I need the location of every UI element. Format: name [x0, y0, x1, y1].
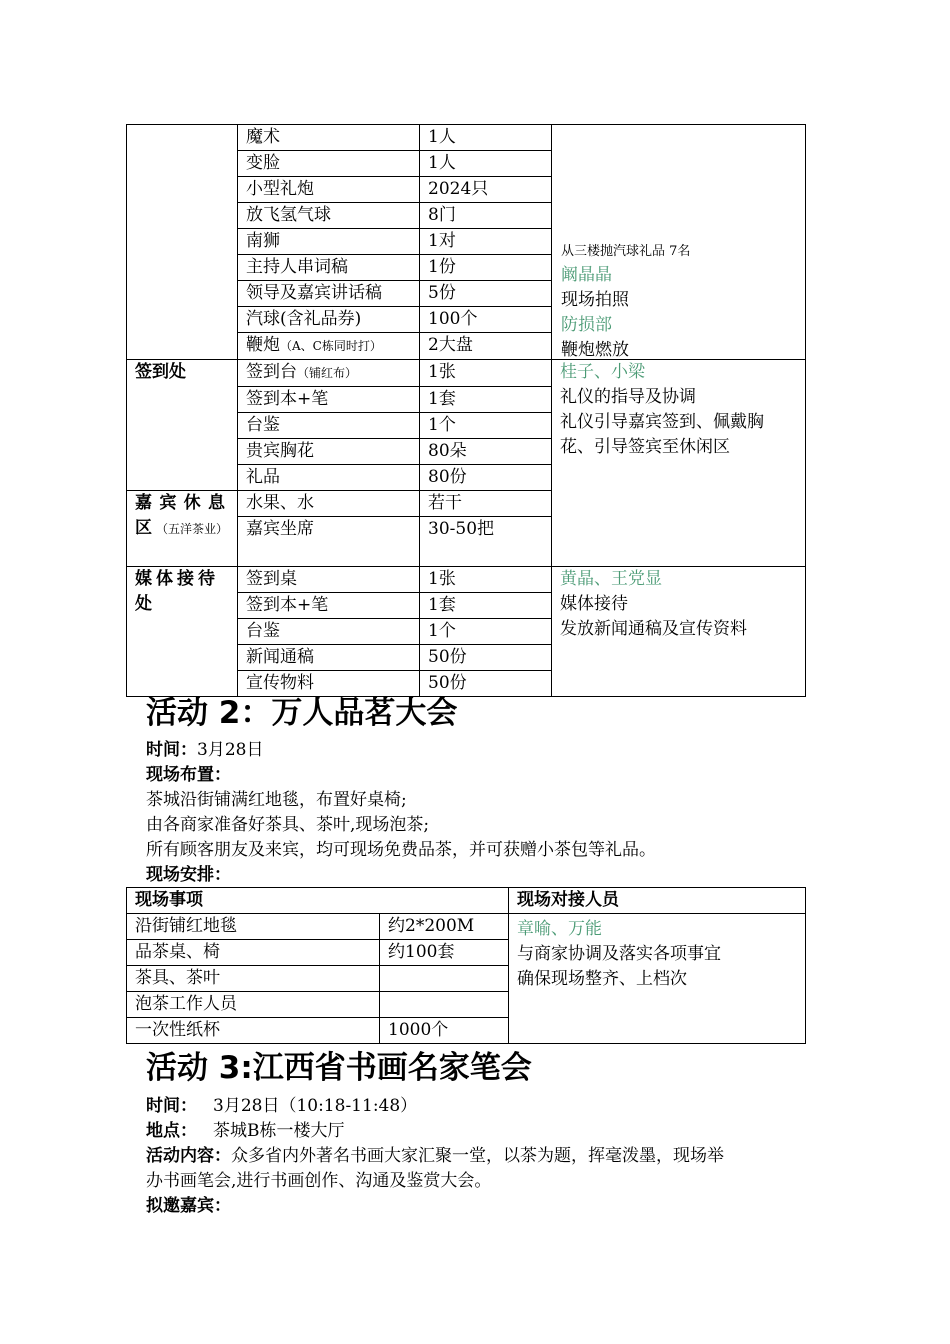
table-row [127, 360, 806, 387]
guests-label: 拟邀嘉宾： [146, 1196, 231, 1216]
qty-cell: 1人 [420, 125, 552, 151]
section-label-media: 媒体接待处 [127, 567, 238, 697]
qty-cell [380, 992, 509, 1018]
contact-names: 章喻、万能 [517, 919, 602, 939]
qty-cell: 100个 [420, 307, 552, 333]
item-cell: 礼品 [238, 465, 420, 491]
qty-cell: 1对 [420, 229, 552, 255]
activity1-table [126, 124, 806, 697]
setup-line: 茶城沿街铺满红地毯，布置好桌椅; [146, 790, 407, 810]
section-label-cell [127, 125, 238, 360]
table-row [127, 125, 806, 151]
activity2-time [146, 738, 263, 763]
time-label: 时间： [146, 740, 197, 760]
qty-cell: 1套 [420, 593, 552, 619]
qty-cell: 约2*200M [380, 914, 509, 940]
qty-cell: 约100套 [380, 940, 509, 966]
notes-line: 花、引导签宾至休闲区 [560, 437, 730, 457]
notes-line: 礼仪引导嘉宾签到、佩戴胸 [560, 412, 764, 432]
setup-label: 现场布置： [146, 765, 231, 785]
item-cell: 小型礼炮 [238, 177, 420, 203]
qty-cell: 1张 [420, 360, 552, 387]
item-cell: 领导及嘉宾讲话稿 [238, 281, 420, 307]
item-cell: 鞭炮（A、C栋同时打） [238, 333, 420, 360]
section-note: （五洋茶业） [156, 522, 229, 536]
section-label-lounge: 嘉宾休息区（五洋茶业） [127, 491, 238, 567]
contact-line: 与商家协调及落实各项事宜 [517, 944, 721, 964]
time-value: 3月28日（10:18-11:48） [213, 1096, 418, 1116]
notes-line: 现场拍照 [561, 290, 629, 310]
setup-line: 由各商家准备好茶具、茶叶,现场泡茶; [146, 815, 430, 835]
item-cell: 新闻通稿 [238, 645, 420, 671]
item-cell: 沿街铺红地毯 [127, 914, 380, 940]
item-cell: 嘉宾坐席 [238, 517, 420, 567]
setup-line: 所有顾客朋友及来宾，均可现场免费品茶，并可获赠小茶包等礼品。 [146, 840, 656, 860]
contact-names: 桂子、小梁 [560, 362, 645, 382]
time-label: 时间： [146, 1096, 197, 1116]
qty-cell: 1份 [420, 255, 552, 281]
qty-cell: 1张 [420, 567, 552, 593]
content-line: 办书画笔会,进行书画创作、沟通及鉴赏大会。 [146, 1171, 492, 1191]
item-cell: 贵宾胸花 [238, 439, 420, 465]
item-cell: 签到桌 [238, 567, 420, 593]
qty-cell: 1个 [420, 619, 552, 645]
item-cell: 宣传物料 [238, 671, 420, 697]
qty-cell: 2大盘 [420, 333, 552, 360]
header-item: 现场事项 [127, 888, 509, 914]
notes-cell [552, 360, 806, 567]
item-cell: 签到本+笔 [238, 593, 420, 619]
contact-names: 阚晶晶 [561, 265, 612, 285]
item-cell: 台鉴 [238, 413, 420, 439]
item-cell: 汽球(含礼品券) [238, 307, 420, 333]
activity3-time [146, 1094, 417, 1119]
item-note: （A、C栋同时打） [280, 339, 382, 353]
notes-line: 发放新闻通稿及宣传资料 [560, 619, 747, 639]
item-cell: 主持人串词稿 [238, 255, 420, 281]
notes-line: 礼仪的指导及协调 [560, 387, 696, 407]
item-note: （铺红布） [297, 366, 358, 380]
place-label: 地点： [146, 1121, 197, 1141]
item-cell: 一次性纸杯 [127, 1018, 380, 1044]
qty-cell: 若干 [420, 491, 552, 517]
item-cell: 品茶桌、椅 [127, 940, 380, 966]
table-header-row [127, 888, 806, 914]
notes-line: 从三楼抛汽球礼品 7名 [561, 244, 691, 259]
top-notes [561, 241, 690, 363]
table-row [127, 914, 806, 940]
activity3-place [146, 1119, 345, 1144]
activity2-table [126, 887, 806, 1044]
contact-names: 防损部 [561, 315, 612, 335]
qty-cell: 2024只 [420, 177, 552, 203]
qty-cell: 5份 [420, 281, 552, 307]
qty-cell: 1个 [420, 413, 552, 439]
place-value: 茶城B栋一楼大厅 [213, 1121, 345, 1141]
header-contact: 现场对接人员 [509, 888, 806, 914]
item-cell: 水果、水 [238, 491, 420, 517]
item-cell: 泡茶工作人员 [127, 992, 380, 1018]
item-cell: 茶具、茶叶 [127, 966, 380, 992]
item-cell: 台鉴 [238, 619, 420, 645]
content-label: 活动内容： [146, 1146, 231, 1166]
notes-line: 鞭炮燃放 [561, 340, 629, 360]
item-cell: 南狮 [238, 229, 420, 255]
item-cell: 放飞氢气球 [238, 203, 420, 229]
activity2-title: 活动 2：万人品茗大会 [146, 695, 458, 731]
item-cell: 签到本+笔 [238, 387, 420, 413]
qty-cell: 80份 [420, 465, 552, 491]
qty-cell: 30-50把 [420, 517, 552, 567]
table-row [127, 567, 806, 593]
qty-cell: 1人 [420, 151, 552, 177]
contact-cell [509, 914, 806, 1044]
arrange-label: 现场安排： [146, 865, 231, 885]
qty-cell [380, 966, 509, 992]
contact-names: 黄晶、王党显 [560, 569, 662, 589]
notes-cell [552, 567, 806, 697]
qty-cell: 50份 [420, 645, 552, 671]
contact-line: 确保现场整齐、上档次 [517, 969, 687, 989]
notes-line: 媒体接待 [560, 594, 628, 614]
item-cell: 变脸 [238, 151, 420, 177]
item-cell: 签到台（铺红布） [238, 360, 420, 387]
qty-cell: 80朵 [420, 439, 552, 465]
qty-cell: 50份 [420, 671, 552, 697]
activity3-title: 活动 3:江西省书画名家笔会 [146, 1050, 532, 1086]
qty-cell: 1000个 [380, 1018, 509, 1044]
activity3-content [146, 1144, 724, 1169]
section-label-signin: 签到处 [127, 360, 238, 491]
qty-cell: 8门 [420, 203, 552, 229]
item-cell: 魔术 [238, 125, 420, 151]
qty-cell: 1套 [420, 387, 552, 413]
time-value: 3月28日 [197, 740, 264, 760]
content-text: 众多省内外著名书画大家汇聚一堂，以茶为题，挥毫泼墨，现场举 [231, 1146, 724, 1166]
